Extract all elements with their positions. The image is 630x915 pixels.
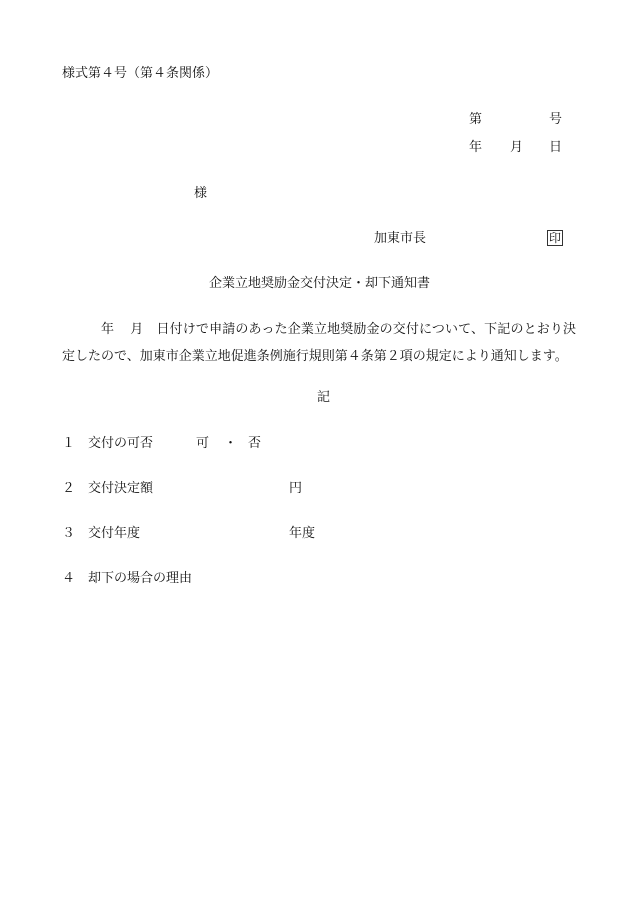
item-4-number: ４ [62, 571, 76, 586]
item-1-option-no: 否 [248, 436, 262, 451]
item-2-number: ２ [62, 481, 76, 496]
seal-mark: 印 [549, 231, 562, 245]
item-3-label: 交付年度 [88, 526, 141, 541]
body-date-year: 年 [101, 322, 115, 337]
form-number: 様式第４号（第４条関係） [62, 66, 219, 81]
item-2-label: 交付決定額 [88, 481, 154, 496]
date-day: 日 [549, 140, 563, 155]
item-1-separator: ・ [224, 436, 238, 451]
item-2-unit: 円 [289, 481, 303, 496]
body-date-month: 月 [130, 322, 144, 337]
ki-heading: 記 [317, 390, 331, 405]
item-3-unit: 年度 [289, 526, 316, 541]
item-1-option-yes: 可 [196, 436, 210, 451]
addressee-suffix: 様 [194, 186, 208, 201]
item-1-number: １ [62, 436, 76, 451]
body-paragraph [62, 316, 576, 370]
date-month: 月 [510, 140, 524, 155]
item-1-label: 交付の可否 [88, 436, 154, 451]
issuer-name: 加東市長 [374, 231, 427, 246]
document-title: 企業立地奨励金交付決定・却下通知書 [209, 276, 431, 291]
doc-number-prefix: 第 [469, 112, 483, 127]
item-4-label: 却下の場合の理由 [88, 571, 193, 586]
doc-number-suffix: 号 [549, 112, 563, 127]
date-year: 年 [469, 140, 483, 155]
item-3-number: ３ [62, 526, 76, 541]
body-text: 日付けで申請のあった企業立地奨励金の交付について、下記のとおり決定したので、加東市企業立地促進条例施行規則第４条第２項の規定により通知します。 [62, 322, 576, 364]
